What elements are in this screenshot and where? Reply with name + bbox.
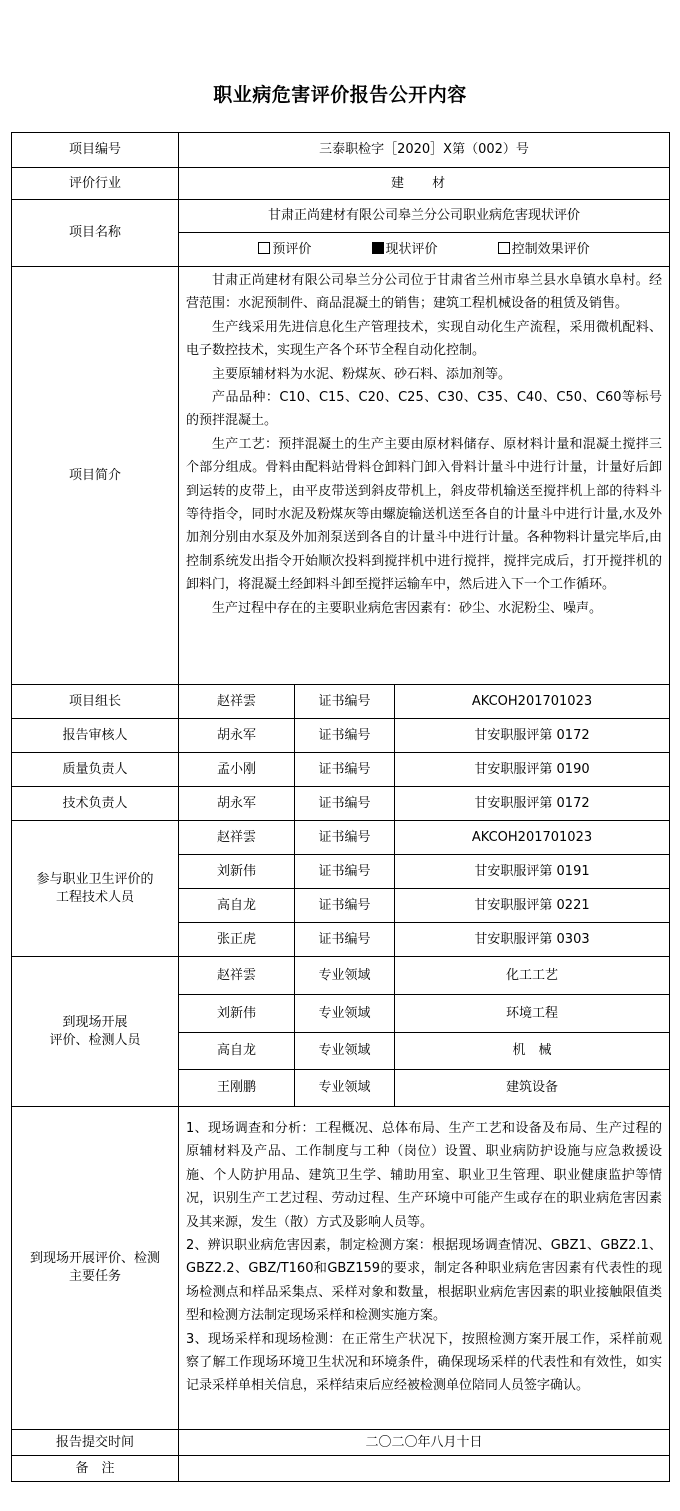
engineers-label-line2: 工程技术人员 bbox=[55, 889, 134, 905]
tasks-content bbox=[179, 1107, 670, 1430]
intro-paragraph: 生产过程中存在的主要职业病危害因素有：砂尘、水泥粉尘、噪声。 bbox=[212, 600, 603, 616]
checkbox-icon bbox=[498, 242, 510, 254]
row-staff bbox=[12, 719, 670, 753]
field-staff-name: 刘新伟 bbox=[179, 995, 295, 1033]
staff-role: 报告审核人 bbox=[12, 719, 179, 753]
project-name-value: 甘肃正尚建材有限公司皋兰分公司职业病危害现状评价 bbox=[179, 200, 670, 233]
engineer-cert: 甘安职服评第 0303 bbox=[395, 923, 670, 957]
cert-label: 证书编号 bbox=[295, 889, 395, 923]
intro-paragraph: 生产线采用先进信息化生产管理技术，实现自动化生产流程，采用微机配料、电子数控技术，实现生产各个环节全程自动化控制。 bbox=[186, 319, 663, 359]
staff-role: 质量负责人 bbox=[12, 753, 179, 787]
staff-cert: 甘安职服评第 0190 bbox=[395, 753, 670, 787]
staff-name: 胡永军 bbox=[179, 787, 295, 821]
checkbox-icon bbox=[258, 242, 270, 254]
row-staff bbox=[12, 685, 670, 719]
staff-cert: 甘安职服评第 0172 bbox=[395, 719, 670, 753]
industry-value-text: 建 材 bbox=[390, 175, 458, 191]
option-control-eval-label: 控制效果评价 bbox=[511, 241, 590, 257]
field-label: 专业领域 bbox=[295, 1033, 395, 1070]
option-current-eval bbox=[372, 241, 438, 259]
field-label: 专业领域 bbox=[295, 1070, 395, 1107]
field-staff-name: 高自龙 bbox=[179, 1033, 295, 1070]
row-submit-time bbox=[12, 1430, 670, 1456]
staff-cert: 甘安职服评第 0172 bbox=[395, 787, 670, 821]
cert-label: 证书编号 bbox=[295, 821, 395, 855]
row-intro bbox=[12, 267, 670, 685]
staff-name: 孟小刚 bbox=[179, 753, 295, 787]
staff-cert: AKCOH201701023 bbox=[395, 685, 670, 719]
cert-label: 证书编号 bbox=[295, 787, 395, 821]
engineer-name: 张正虎 bbox=[179, 923, 295, 957]
field-label: 专业领域 bbox=[295, 957, 395, 995]
row-staff bbox=[12, 787, 670, 821]
engineer-name: 刘新伟 bbox=[179, 855, 295, 889]
eval-type-options bbox=[179, 233, 670, 267]
field-staff-label-line1: 到现场开展 bbox=[62, 1014, 128, 1030]
engineers-label bbox=[12, 821, 179, 957]
field-staff-field: 化工工艺 bbox=[395, 957, 670, 995]
field-staff-field: 机 械 bbox=[395, 1033, 670, 1070]
staff-role: 技术负责人 bbox=[12, 787, 179, 821]
row-engineer bbox=[12, 821, 670, 855]
remarks-value bbox=[179, 1456, 670, 1482]
row-project-name bbox=[12, 200, 670, 233]
project-number-label: 项目编号 bbox=[12, 133, 179, 168]
field-staff-name: 赵祥雲 bbox=[179, 957, 295, 995]
intro-paragraph: 甘肃正尚建材有限公司皋兰分公司位于甘肃省兰州市皋兰县水阜镇水阜村。经营范围：水泥预制件、商品混凝土的销售；建筑工程机械设备的租赁及销售。 bbox=[186, 273, 663, 312]
field-staff-label bbox=[12, 957, 179, 1107]
field-label: 专业领域 bbox=[295, 995, 395, 1033]
tasks-label-line1: 到现场开展评价、检测 bbox=[29, 1251, 160, 1266]
industry-value bbox=[179, 168, 670, 200]
engineer-cert: 甘安职服评第 0191 bbox=[395, 855, 670, 889]
project-name-label: 项目名称 bbox=[12, 200, 179, 267]
cert-label: 证书编号 bbox=[295, 923, 395, 957]
intro-paragraph: 主要原辅材料为水泥、粉煤灰、砂石料、添加剂等。 bbox=[212, 366, 512, 382]
row-remarks bbox=[12, 1456, 670, 1482]
report-table bbox=[11, 132, 670, 1482]
engineers-label-line1: 参与职业卫生评价的 bbox=[36, 871, 154, 887]
row-staff bbox=[12, 753, 670, 787]
row-industry bbox=[12, 168, 670, 200]
row-field-staff bbox=[12, 957, 670, 995]
option-control-eval bbox=[498, 241, 590, 259]
staff-role: 项目组长 bbox=[12, 685, 179, 719]
project-number-value: 三泰职检字［2020］X第（002）号 bbox=[179, 133, 670, 168]
task-item: 1、现场调查和分析：工程概况、总体布局、生产工艺和设备及布局、生产过程的原辅材料及产品、工作制度与工种（岗位）设置、职业病防护设施与应急救援设施、个人防护用品、建筑卫生学、辅助用室、职业卫生管理、职业健康监护等情况，识别生产工艺过程、劳动过程、生产环境中可能产生或存在的职业病危害因素及其来源，发生（散）方式及影响人员等。 bbox=[186, 1121, 663, 1230]
tasks-label bbox=[12, 1107, 179, 1430]
task-item: 2、辨识职业病危害因素，制定检测方案：根据现场调查情况、GBZ1、GBZ2.1、GBZ2.2、GBZ/T160和GBZ159的要求，制定各种职业病危害因素有代表性的现场检测点和样品采集点、采样对象和数量，根据职业病危害因素的职业接触限值类型和检测方法制定现场采样和检测实施方案。 bbox=[186, 1238, 663, 1324]
submit-value: 二〇二〇年八月十日 bbox=[179, 1430, 670, 1456]
field-staff-label-line2: 评价、检测人员 bbox=[49, 1032, 141, 1048]
field-staff-field: 建筑设备 bbox=[395, 1070, 670, 1107]
intro-paragraph: 产品品种：C10、C15、C20、C25、C30、C35、C40、C50、C60等标号的预拌混凝土。 bbox=[186, 390, 663, 429]
tasks-label-line2: 主要任务 bbox=[68, 1269, 121, 1284]
cert-label: 证书编号 bbox=[295, 855, 395, 889]
engineer-name: 高自龙 bbox=[179, 889, 295, 923]
option-pre-eval bbox=[258, 241, 311, 259]
document-title: 职业病危害评价报告公开内容 bbox=[213, 84, 467, 106]
cert-label: 证书编号 bbox=[295, 685, 395, 719]
cert-label: 证书编号 bbox=[295, 719, 395, 753]
staff-name: 胡永军 bbox=[179, 719, 295, 753]
checkbox-checked-icon bbox=[372, 242, 384, 254]
row-tasks bbox=[12, 1107, 670, 1430]
cert-label: 证书编号 bbox=[295, 753, 395, 787]
option-pre-eval-label: 预评价 bbox=[272, 241, 312, 257]
row-project-number bbox=[12, 133, 670, 168]
engineer-cert: AKCOH201701023 bbox=[395, 821, 670, 855]
submit-label: 报告提交时间 bbox=[12, 1430, 179, 1456]
intro-content bbox=[179, 267, 670, 685]
engineer-name: 赵祥雲 bbox=[179, 821, 295, 855]
task-item: 3、现场采样和现场检测：在正常生产状况下，按照检测方案开展工作，采样前观察了解工作现场环境卫生状况和环境条件，确保现场采样的代表性和有效性，如实记录采样单相关信息，采样结束后应经被检测单位陪同人员签字确认。 bbox=[186, 1331, 663, 1394]
option-current-eval-label: 现状评价 bbox=[385, 241, 438, 257]
field-staff-field: 环境工程 bbox=[395, 995, 670, 1033]
intro-label: 项目简介 bbox=[12, 267, 179, 685]
industry-label: 评价行业 bbox=[12, 168, 179, 200]
remarks-label: 备 注 bbox=[12, 1456, 179, 1482]
engineer-cert: 甘安职服评第 0221 bbox=[395, 889, 670, 923]
staff-name: 赵祥雲 bbox=[179, 685, 295, 719]
intro-paragraph: 生产工艺：预拌混凝土的生产主要由原材料储存、原材料计量和混凝土搅拌三个部分组成。骨料由配料站骨料仓卸料门卸入骨料计量斗中进行计量，计量好后卸到运转的皮带上，由平皮带送到斜皮带机上，斜皮带机输送至搅拌机上部的待料斗等待指令，同时水泥及粉煤灰等由螺旋输送机送至各自的计量斗中进行计量,水及外加剂分别由水泵及外加剂泵送到各自的计量斗中进行计量。各种物料计量完毕后,由控制系统发出指令开始顺次投料到搅拌机中进行搅拌，搅拌完成后，打开搅拌机的卸料门，将混凝土经卸料斗卸至搅拌运输车中，然后进入下一个工作循环。 bbox=[186, 436, 663, 593]
field-staff-name: 王刚鹏 bbox=[179, 1070, 295, 1107]
